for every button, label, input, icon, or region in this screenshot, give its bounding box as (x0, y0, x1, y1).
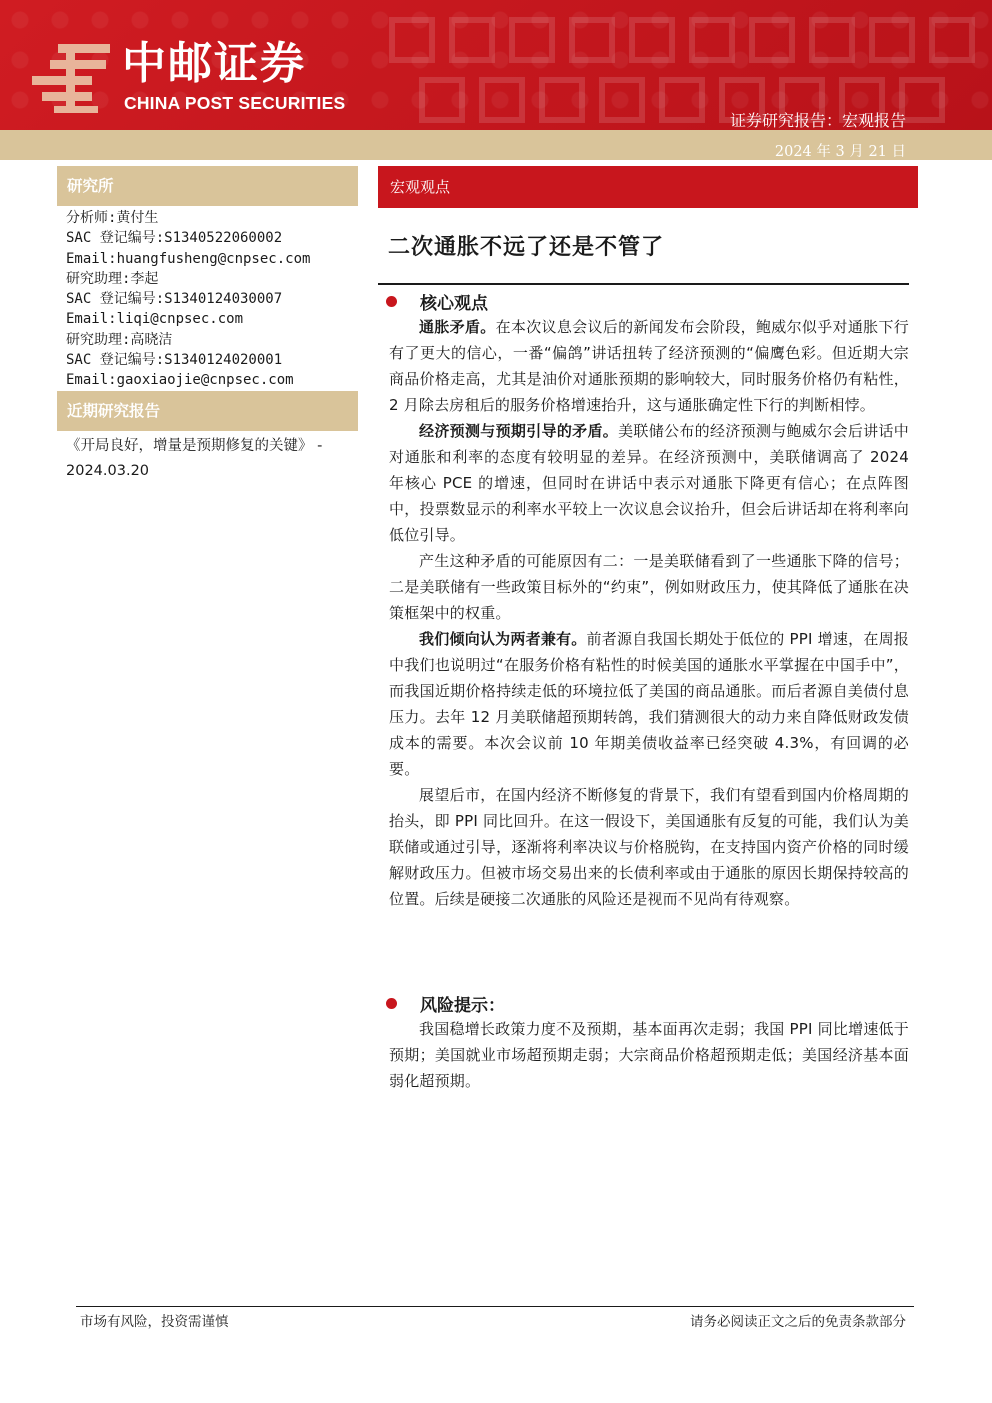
paragraph-text: 产生这种矛盾的可能原因有二：一是美联储看到了一些通胀下降的信号；二是美联储有一些政策目标外的“约束”，例如财政压力，使其降低了通胀在决策框架中的权重。 (389, 552, 909, 622)
report-date: 2024 年 3 月 21 日 (774, 144, 906, 160)
analyst-line: 分析师:黄付生 (66, 210, 159, 226)
bullet-icon (386, 296, 397, 307)
risk-text: 我国稳增长政策力度不及预期，基本面再次走弱；我国 PPI 同比增速低于预期；美国就业市场超预期走弱；大宗商品价格超预期走低；美国经济基本面弱化超预期。 (389, 1020, 909, 1090)
footer-risk-note: 市场有风险，投资需谨慎 (80, 1314, 229, 1330)
analyst-line[interactable]: Email:liqi@cnpsec.com (66, 311, 244, 328)
report-type: 证券研究报告：宏观报告 (729, 111, 906, 130)
core-heading-label: 核心观点 (420, 294, 488, 314)
analyst-line: 研究助理:李起 (66, 270, 159, 287)
analyst-line[interactable]: Email:huangfusheng@cnpsec.com (66, 250, 311, 267)
paragraph (389, 314, 909, 418)
analyst-line[interactable]: Email:gaoxiaojie@cnpsec.com (66, 372, 294, 389)
paragraph-lead: 通胀矛盾。 (419, 318, 496, 336)
logo-chinese-name: 中邮证券 (122, 38, 306, 89)
paragraph-text: 展望后市，在国内经济不断修复的背景下，我们有望看到国内价格周期的抬头，即 PPI 同比回升。在这一假设下，美国通胀有反复的可能，我们认为美联储或通过引导，逐渐将利率决议与价格脱钩，在支持国内资产价格的同时缓解财政压力。但被市场交易出来的长债利率或由于通胀的原因长期保持较高的位置。后续是硬接二次通胀的风险还是视而不见尚有待观察。 (389, 786, 909, 908)
paragraph-text: 前者源自我国长期处于低位的 PPI 增速，在周报中我们也说明过“在服务价格有粘性的时候美国的通胀水平掌握在中国手中”，而我国近期价格持续走低的环境拉低了美国的商品通胀。而后者源自美债付息压力。去年 12 月美联储超预期转鸽，我们猜测很大的动力来自降低财政发债成本的需要。本次会议前 10 年期美债收益率已经突破 4.3%，有回调的必要。 (389, 630, 910, 778)
page-title: 二次通胀不远了还是不管了 (388, 235, 665, 260)
core-heading (386, 289, 488, 314)
analyst-list (66, 208, 310, 391)
china-post-logo-icon (28, 38, 114, 118)
analyst-line: SAC 登记编号:S1340124030007 (66, 291, 283, 308)
institute-heading: 研究所 (57, 166, 358, 206)
core-body (389, 314, 909, 912)
paragraph-lead: 经济预测与预期引导的矛盾。 (419, 422, 619, 440)
analyst-line: SAC 登记编号:S1340124020001 (66, 352, 283, 369)
paragraph (389, 548, 909, 626)
paragraph-lead: 我们倾向认为两者兼有。 (419, 630, 587, 648)
title-divider (378, 283, 909, 285)
footer-divider (76, 1306, 914, 1307)
section-bar: 宏观观点 (378, 166, 918, 208)
paragraph-text: 美联储公布的经济预测与鲍威尔会后讲话中对通胀和利率的态度有较明显的差异。在经济预测中，美联储调高了 2024 年核心 PCE 的增速，但同时在讲话中表示对通胀下降更有信心；在点阵图中，投票数显示的利率水平较上一次议息会议抬升，但会后讲话却在将利率向低位引导。 (389, 422, 909, 544)
recent-reports-heading: 近期研究报告 (57, 391, 358, 431)
footer-disclaimer-note: 请务必阅读正文之后的免责条款部分 (690, 1314, 906, 1330)
logo-english-name: CHINA POST SECURITIES (124, 93, 346, 113)
risk-body (389, 1016, 909, 1094)
header-banner (0, 0, 992, 130)
risk-heading (386, 991, 505, 1016)
risk-heading-label: 风险提示： (420, 996, 505, 1016)
paragraph-text: 在本次议息会议后的新闻发布会阶段，鲍威尔似乎对通胀下行有了更大的信心，一番“偏鸽”讲话扭转了经济预测的“偏鹰色彩。但近期大宗商品价格走高，尤其是油价对通胀预期的影响较大，同时服务价格仍有粘性，2 月除去房租后的服务价格增速抬升，这与通胀确定性下行的判断相悖。 (389, 318, 909, 414)
analyst-line: SAC 登记编号:S1340522060002 (66, 230, 283, 247)
paragraph (389, 782, 909, 912)
paragraph (389, 418, 909, 548)
recent-report-link[interactable]: 《开局良好，增量是预期修复的关键》 - 2024.03.20 (66, 438, 323, 479)
bullet-icon (386, 998, 397, 1009)
paragraph (389, 626, 909, 782)
analyst-line: 研究助理:高晓洁 (66, 331, 173, 348)
